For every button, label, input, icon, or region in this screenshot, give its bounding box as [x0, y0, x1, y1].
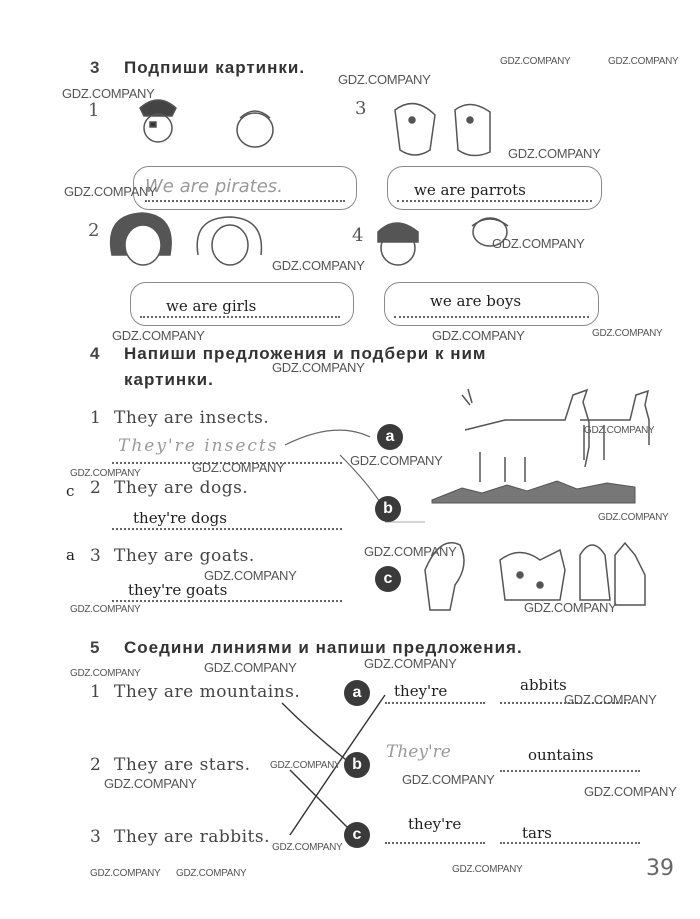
picture-1-number: 1 [88, 100, 100, 121]
ex4-item-2-answer: they're dogs [133, 509, 227, 527]
watermark: GDZ.COMPANY [272, 360, 365, 375]
picture-2-dotted-line [140, 316, 340, 318]
ex4-item-2-dotted-line[interactable] [112, 528, 342, 530]
ex5-left-1-sentence: They are mountains. [114, 682, 301, 702]
ex5-right-c-dotted-1[interactable] [385, 842, 485, 844]
ex5-left-1-number: 1 [90, 682, 102, 702]
ex5-right-b-dotted[interactable] [500, 770, 640, 772]
exercise-4-number: 4 [90, 344, 100, 363]
watermark: GDZ.COMPANY [64, 184, 157, 199]
girls-illustration [111, 213, 262, 265]
ex4-item-1-number: 1 [90, 408, 102, 428]
exercise-4-title-line1: Напиши предложения и подбери к ним [124, 344, 487, 363]
ex4-item-2-number: 2 [90, 478, 102, 498]
watermark: GDZ.COMPANY [608, 56, 679, 67]
ex4-letter-c: c [375, 566, 401, 592]
ex5-right-c-dotted-2[interactable] [500, 842, 640, 844]
watermark: GDZ.COMPANY [112, 328, 205, 343]
exercise-3-title: Подпиши картинки. [124, 58, 306, 77]
ex5-right-c-fragment: tars [522, 824, 552, 842]
exercise-5-title: Соедини линиями и напиши предложения. [124, 638, 523, 657]
ex5-right-b-printed: They're [386, 742, 451, 762]
ex4-letter-b: b [375, 496, 401, 522]
watermark: GDZ.COMPANY [104, 776, 197, 791]
ex4-item-3-match: a [66, 546, 75, 564]
exercise-5-number: 5 [90, 638, 100, 657]
picture-1-printed-sentence: We are pirates. [145, 176, 283, 197]
ex5-letter-a: a [344, 680, 370, 706]
ex5-right-b-fragment: ountains [528, 746, 594, 764]
ex5-letter-b: b [344, 752, 370, 778]
watermark: GDZ.COMPANY [204, 660, 297, 675]
watermark: GDZ.COMPANY [564, 692, 657, 707]
watermark: GDZ.COMPANY [500, 56, 571, 67]
picture-4-dotted-line [394, 316, 589, 318]
exercise-3-number: 3 [90, 58, 100, 77]
page-number: 39 [646, 856, 674, 881]
picture-3-answer: we are parrots [414, 181, 526, 199]
picture-3-dotted-line [397, 200, 592, 202]
ex4-item-3-dotted-line[interactable] [112, 600, 342, 602]
picture-3-number: 3 [355, 98, 367, 119]
pirates-illustration [140, 100, 273, 147]
picture-2-answer: we are girls [166, 297, 257, 315]
watermark: GDZ.COMPANY [492, 236, 585, 251]
ex4-item-3-answer: they're goats [128, 581, 228, 599]
watermark: GDZ.COMPANY [508, 146, 601, 161]
watermark: GDZ.COMPANY [592, 328, 663, 339]
watermark: GDZ.COMPANY [452, 864, 523, 875]
watermark: GDZ.COMPANY [598, 512, 669, 523]
insects-illustration [432, 481, 635, 503]
exercise-4-title-line2: картинки. [124, 370, 214, 389]
watermark: GDZ.COMPANY [62, 86, 155, 101]
ex4-letter-a: a [377, 424, 403, 450]
ex5-right-c-answer: they're [408, 815, 462, 833]
ex4-match-curve [285, 430, 385, 510]
ex4-item-2-sentence: They are dogs. [114, 478, 249, 498]
watermark: GDZ.COMPANY [364, 544, 457, 559]
watermark: GDZ.COMPANY [270, 760, 341, 771]
watermark: GDZ.COMPANY [272, 258, 365, 273]
watermark: GDZ.COMPANY [70, 668, 141, 679]
ex4-item-1-printed-example: They're insects [118, 436, 279, 456]
watermark: GDZ.COMPANY [350, 453, 443, 468]
picture-1-dotted-line [145, 200, 345, 202]
watermark: GDZ.COMPANY [70, 468, 141, 479]
watermark: GDZ.COMPANY [192, 460, 285, 475]
ex5-left-3-sentence: They are rabbits. [114, 827, 271, 847]
watermark: GDZ.COMPANY [524, 600, 617, 615]
watermark: GDZ.COMPANY [584, 784, 677, 799]
watermark: GDZ.COMPANY [338, 72, 431, 87]
watermark: GDZ.COMPANY [584, 425, 655, 436]
picture-4-number: 4 [352, 225, 364, 246]
ex5-letter-c: c [344, 822, 370, 848]
watermark: GDZ.COMPANY [176, 868, 247, 879]
ex4-item-3-sentence: They are goats. [114, 546, 255, 566]
ex5-right-a-answer: they're [394, 682, 448, 700]
watermark: GDZ.COMPANY [70, 604, 141, 615]
picture-2-number: 2 [88, 220, 100, 241]
watermark: GDZ.COMPANY [364, 656, 457, 671]
ex4-item-2-match: c [66, 482, 75, 500]
ex5-left-3-number: 3 [90, 827, 102, 847]
ex4-item-3-number: 3 [90, 546, 102, 566]
watermark: GDZ.COMPANY [204, 568, 297, 583]
picture-4-answer: we are boys [430, 292, 522, 310]
ex5-right-a-dotted-1[interactable] [385, 702, 485, 704]
ex5-left-2-number: 2 [90, 755, 102, 775]
ex4-item-1-sentence: They are insects. [114, 408, 270, 428]
boys-illustration [378, 218, 508, 265]
watermark: GDZ.COMPANY [90, 868, 161, 879]
parrots-illustration [395, 104, 490, 156]
ex5-left-2-sentence: They are stars. [114, 755, 251, 775]
watermark: GDZ.COMPANY [432, 328, 525, 343]
watermark: GDZ.COMPANY [272, 842, 343, 853]
ex5-right-a-fragment: abbits [520, 676, 567, 694]
watermark: GDZ.COMPANY [402, 772, 495, 787]
